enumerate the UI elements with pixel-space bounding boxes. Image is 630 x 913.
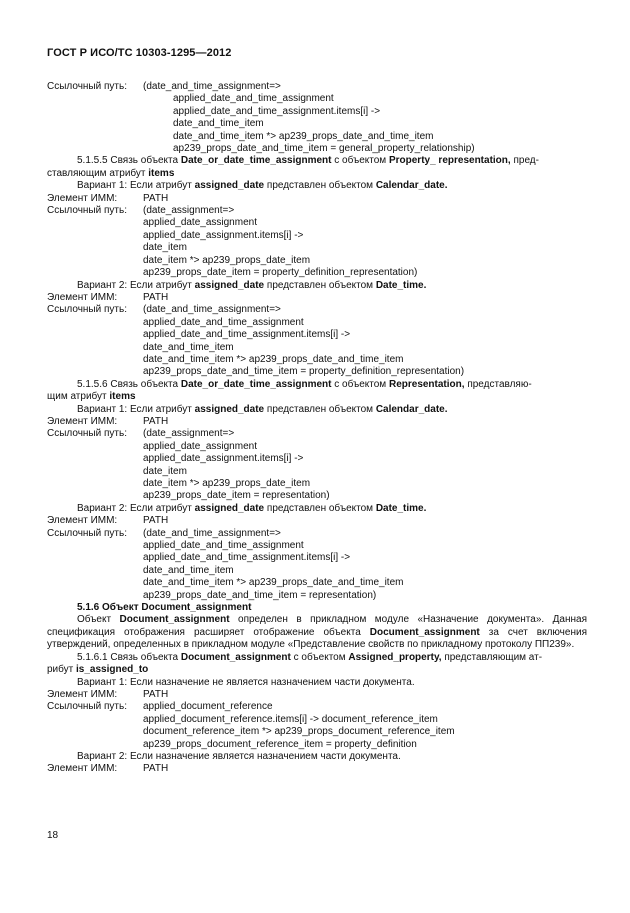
ref-path-line: date_and_time_item [173,118,264,130]
ref-path-line: date_and_time_item *> ap239_props_date_and_time_item [143,353,404,365]
ref-path-line: Ссылочный путь: (date_and_time_assignment=> [47,81,281,92]
document-body [47,81,587,776]
elem-line: Элемент ИММ: PATH [47,291,169,303]
variant-line: Вариант 1: Если атрибут assigned_date представлен объектом Calendar_date. [77,180,448,192]
document-header: ГОСТ Р ИСО/ТС 10303-1295—2012 [47,47,232,59]
ref-path-line: date_item *> ap239_props_date_item [143,254,311,266]
ref-path-line: ap239_props_date_item = property_definition_representation) [143,267,418,279]
ref-path-line: applied_document_reference.items[i] -> document_reference_item [143,713,438,725]
ref-path-line: applied_date_and_time_assignment.items[i] -> [143,552,351,564]
ref-path-line: applied_date_and_time_assignment.items[i] -> [173,105,381,117]
ref-path-line: ap239_props_document_reference_item = property_definition [143,738,417,750]
ref-path-line: date_and_time_item *> ap239_props_date_and_time_item [173,130,434,142]
ref-path-line: Ссылочный путь: (date_assignment=> [47,428,235,440]
section-heading-5-1-6-1: 5.1.6.1 Связь объекта Document_assignment с объектом Assigned_property, представляющим ат- рибут is_assigned_to [47,651,543,676]
ref-path-line: applied_date_assignment.items[i] -> [143,453,304,465]
ref-path-line: applied_date_and_time_assignment.items[i] -> [143,329,351,341]
ref-path-line: applied_date_and_time_assignment [173,93,334,105]
section-heading-5-1-5-5: 5.1.5.5 Связь объекта Date_or_date_time_assignment с объектом Property_ representation, пред- ставляющим атрибут items [47,155,539,179]
variant-line: Вариант 2: Если атрибут assigned_date представлен объектом Date_time. [77,502,427,514]
elem-line: Элемент ИММ: PATH [47,763,169,775]
section-heading-5-1-6: 5.1.6 Объект Document_assignment [77,602,252,614]
ref-path-line: ap239_props_date_and_time_item = representation) [143,589,377,601]
elem-line: Элемент ИММ: PATH [47,192,169,204]
variant-line: Вариант 1: Если назначение не является назначением части документа. [77,676,415,688]
ref-path-line: applied_date_assignment [143,440,257,452]
ref-path-line: Ссылочный путь: applied_document_reference [47,701,273,713]
elem-line: Элемент ИММ: PATH [47,688,169,700]
ref-path-line: date_item [143,242,187,254]
ref-path-line: date_item [143,465,187,477]
ref-path-line: applied_date_assignment.items[i] -> [143,229,304,241]
variant-line: Вариант 2: Если назначение является назначением части документа. [77,750,401,762]
section-heading-5-1-5-6: 5.1.5.6 Связь объекта Date_or_date_time_assignment с объектом Representation, представляю- щим атрибут items [47,378,532,403]
ref-path-line: Ссылочный путь: (date_and_time_assignment=> [47,304,281,316]
ref-path-line: ap239_props_date_and_time_item = property_definition_representation) [143,366,465,378]
ref-path-line: applied_date_and_time_assignment [143,316,304,328]
variant-line: Вариант 2: Если атрибут assigned_date представлен объектом Date_time. [77,279,427,291]
elem-line: Элемент ИММ: PATH [47,415,169,427]
ref-path-line: ap239_props_date_and_time_item = general_property_relationship) [173,143,475,155]
variant-line: Вариант 1: Если атрибут assigned_date представлен объектом Calendar_date. [77,403,448,415]
ref-path-line: Ссылочный путь: (date_and_time_assignment=> [47,527,281,539]
ref-path-line: date_and_time_item [143,564,234,576]
ref-path-line: date_and_time_item *> ap239_props_date_and_time_item [143,577,404,589]
ref-path-line: date_and_time_item [143,341,234,353]
ref-path-line: Ссылочный путь: (date_assignment=> [47,205,235,217]
ref-path-line: ap239_props_date_item = representation) [143,490,330,502]
ref-path-line: applied_date_assignment [143,217,257,229]
elem-line: Элемент ИММ: PATH [47,515,169,527]
page-number: 18 [47,830,59,841]
ref-path-line: date_item *> ap239_props_date_item [143,478,311,489]
intro-paragraph: Объект Document_assignment определен в прикладном модуле «Назначение документа». Данная спецификация отображения расширяет отображение объекта Document_assignment за счет включения утверждений, определенных в прикладном модуле «Представление свойств по прикладному протоколу ПП239». [47,614,587,651]
ref-path-line: document_reference_item *> ap239_props_document_reference_item [143,726,455,738]
ref-label: Ссылочный путь: [47,81,127,92]
ref-path-line: applied_date_and_time_assignment [143,540,304,552]
